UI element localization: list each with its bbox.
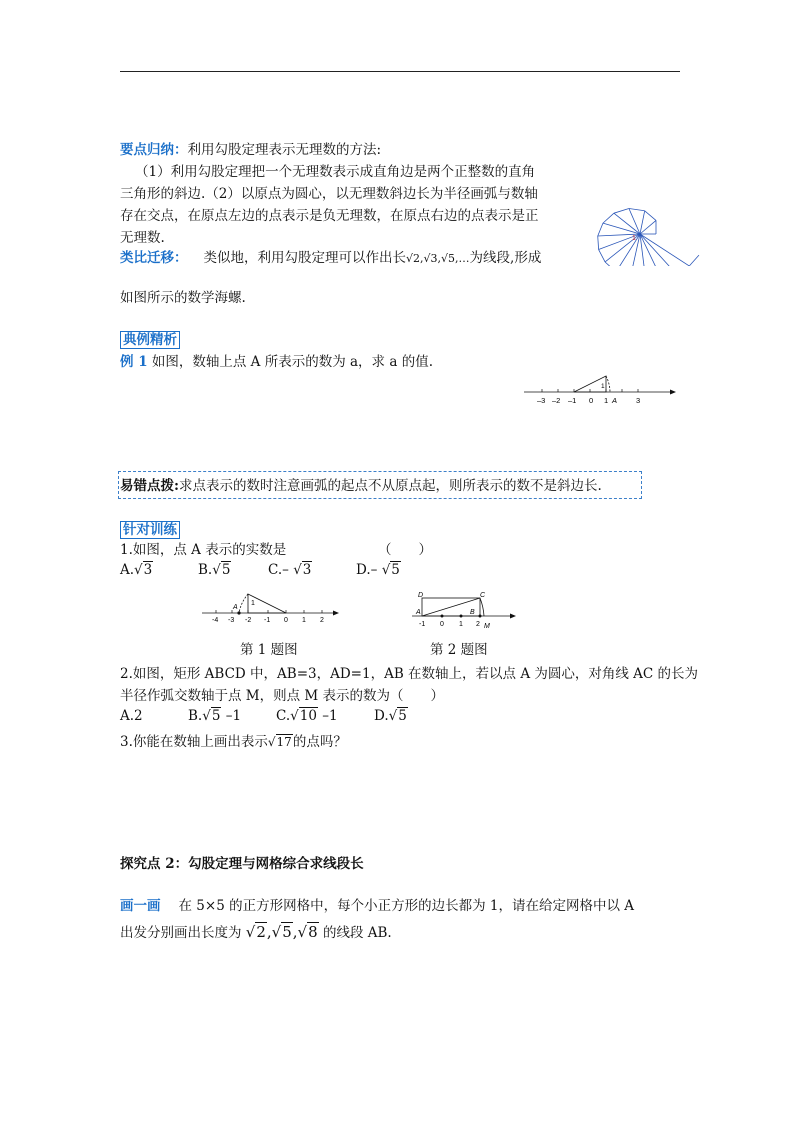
spiral-label-one: 1 xyxy=(632,235,636,242)
figure-2-rectangle-number-line xyxy=(408,588,523,632)
spiral-segment xyxy=(605,262,616,266)
practice-label: 针对训练 xyxy=(120,521,180,539)
svg-text:-2: -2 xyxy=(245,617,252,624)
svg-text:A: A xyxy=(612,396,618,405)
tip-label: 易错点拨: xyxy=(120,478,179,494)
svg-text:1: 1 xyxy=(302,617,306,624)
svg-text:1: 1 xyxy=(459,621,463,628)
example-number-line-figure xyxy=(520,366,680,410)
key-points-line-1: （1）利用勾股定理把一个无理数表示成直角边是两个正整数的直角 xyxy=(135,164,536,180)
figure-1-caption: 第 1 题图 xyxy=(240,642,298,658)
key-points-line-2: 三角形的斜边.（2）以原点为圆心，以无理数斜边长为半径画弧与数轴 xyxy=(120,186,538,202)
figure-2-caption: 第 2 题图 xyxy=(430,642,488,658)
svg-text:-1: -1 xyxy=(264,617,271,624)
example-1-label: 例 1 xyxy=(120,354,148,370)
spiral-segment xyxy=(629,208,645,210)
q2-option-a: A.2 xyxy=(120,708,143,724)
key-points-label: 要点归纳： xyxy=(120,142,188,158)
question-1: 1.如图，点 A 表示的实数是 xyxy=(120,542,287,558)
analogy-label: 类比迁移： xyxy=(120,250,188,266)
svg-text:–2: –2 xyxy=(552,396,561,405)
spiral-segment xyxy=(629,208,640,234)
svg-text:–1: –1 xyxy=(568,396,577,405)
tip-text: 求点表示的数时注意画弧的起点不从原点起，则所表示的数不是斜边长. xyxy=(178,478,602,494)
spiral-segment xyxy=(599,250,605,262)
figure-1-number-line xyxy=(198,588,343,628)
example-label: 典例精析 xyxy=(120,331,180,349)
example-1-text: 如图，数轴上点 A 所表示的数为 a，求 a 的值. xyxy=(151,354,433,370)
svg-text:B: B xyxy=(470,609,475,616)
svg-text:0: 0 xyxy=(284,617,288,624)
spiral-segment xyxy=(614,213,640,234)
example-heading xyxy=(120,330,180,350)
analogy-line: 类比迁移： 类似地，利用勾股定理可以作出长√2,√3,√5,…为线段,形成 xyxy=(120,250,542,266)
explore-point-2-title: 探究点 2：勾股定理与网格综合求线段长 xyxy=(120,856,364,872)
spiral-segment xyxy=(603,213,614,223)
ex-label-one: 1 xyxy=(601,383,605,390)
svg-text:1: 1 xyxy=(604,396,609,405)
q2-option-d: D.√5 xyxy=(374,708,407,724)
draw-task-label: 画一画 xyxy=(120,898,161,914)
svg-text:-4: -4 xyxy=(212,617,219,624)
svg-text:2: 2 xyxy=(476,621,480,628)
spiral-segment xyxy=(689,255,699,266)
spiral-segment xyxy=(640,234,646,266)
analogy-line-2: 如图所示的数学海螺. xyxy=(120,290,246,306)
key-points-heading xyxy=(120,140,381,160)
svg-text:–3: –3 xyxy=(537,396,546,405)
key-points-head: 利用勾股定理表示无理数的方法: xyxy=(187,142,382,158)
draw-task-line-2: 出发分别画出长度为 √2,√5,√8 的线段 AB. xyxy=(120,923,392,941)
question-2-line-1: 2.如图，矩形 ABCD 中，AB=3，AD=1，AB 在数轴上，若以点 A 为圆心，对角线 AC 的长为 xyxy=(120,666,699,682)
svg-text:0: 0 xyxy=(589,396,594,405)
question-3: 3.你能在数轴上画出表示√17的点吗？ xyxy=(120,734,347,750)
svg-text:D: D xyxy=(418,592,424,599)
key-points-line-4: 无理数. xyxy=(120,230,165,246)
svg-text:-1: -1 xyxy=(419,621,426,628)
svg-text:A: A xyxy=(233,604,238,611)
svg-text:0: 0 xyxy=(440,621,444,628)
spiral-segment xyxy=(598,223,603,236)
q2-option-b: B.√5 –1 xyxy=(188,708,242,724)
q1-option-a: A.√3 xyxy=(120,562,153,578)
spiral-segment xyxy=(645,211,656,221)
draw-task-line-1: 画一画 在 5×5 的正方形网格中，每个小正方形的边长都为 1，请在给定网格中以 A xyxy=(120,898,634,914)
svg-text:3: 3 xyxy=(636,396,641,405)
q2-option-c: C.√10 –1 xyxy=(276,708,338,724)
key-points-line-3: 存在交点，在原点左边的点表示是负无理数，在原点右边的点表示是正 xyxy=(120,208,539,224)
spiral-segment xyxy=(603,223,640,234)
svg-text:2: 2 xyxy=(320,617,324,624)
spiral-segment xyxy=(640,234,677,266)
q1-option-d: D.– √5 xyxy=(356,562,400,578)
q1-option-c: C.– √3 xyxy=(268,562,312,578)
q1-answer-paren: （ ） xyxy=(378,542,432,558)
svg-text:M: M xyxy=(484,623,490,630)
header-rule xyxy=(120,71,680,72)
example-1 xyxy=(120,352,433,372)
practice-heading xyxy=(120,520,180,540)
svg-text:C: C xyxy=(480,592,486,599)
question-2-line-2: 半径作弧交数轴于点 M，则点 M 表示的数为（ ） xyxy=(120,688,445,704)
svg-text:A: A xyxy=(416,609,421,616)
svg-text:-3: -3 xyxy=(228,617,235,624)
math-spiral-figure xyxy=(578,148,708,266)
spiral-segment xyxy=(614,208,629,213)
svg-text:1: 1 xyxy=(251,600,255,607)
tip-line xyxy=(120,476,602,496)
spiral-segment xyxy=(598,236,599,250)
q1-option-b: B.√5 xyxy=(198,562,231,578)
